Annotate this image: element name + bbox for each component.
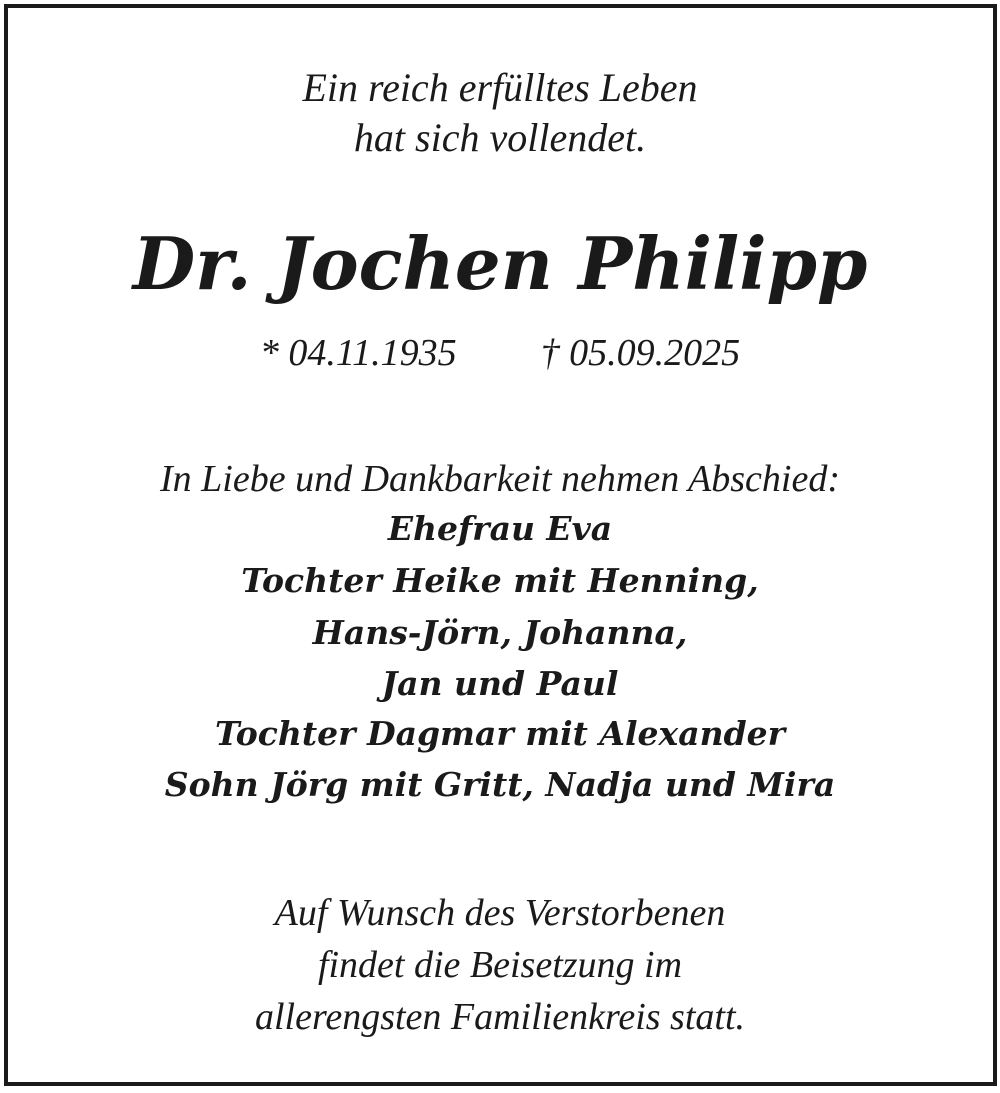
notice-line-2: findet die Beisetzung im	[317, 944, 683, 986]
birth-date: * 04.11.1935	[259, 332, 457, 374]
mourner-line: Tochter Dagmar mit Alexander	[214, 714, 786, 753]
notice-line-3: allerengsten Familienkreis statt.	[254, 996, 746, 1038]
death-date: † 05.09.2025	[540, 332, 741, 374]
mourner-line: Hans-Jörn, Johanna,	[312, 613, 688, 652]
mourners-heading: In Liebe und Dankbarkeit nehmen Abschied:	[160, 458, 840, 500]
intro-line-1: Ein reich erfülltes Leben	[302, 65, 698, 110]
life-dates	[0, 334, 1000, 372]
intro-line-2: hat sich vollendet.	[353, 115, 647, 160]
mourner-line: Ehefrau Eva	[387, 509, 613, 548]
deceased-name: Dr. Jochen Philipp	[132, 221, 868, 306]
mourner-line: Jan und Paul	[381, 664, 619, 703]
mourner-line: Tochter Heike mit Henning,	[241, 561, 759, 600]
mourner-line: Sohn Jörg mit Gritt, Nadja und Mira	[164, 765, 836, 804]
notice-line-1: Auf Wunsch des Verstorbenen	[274, 892, 726, 934]
